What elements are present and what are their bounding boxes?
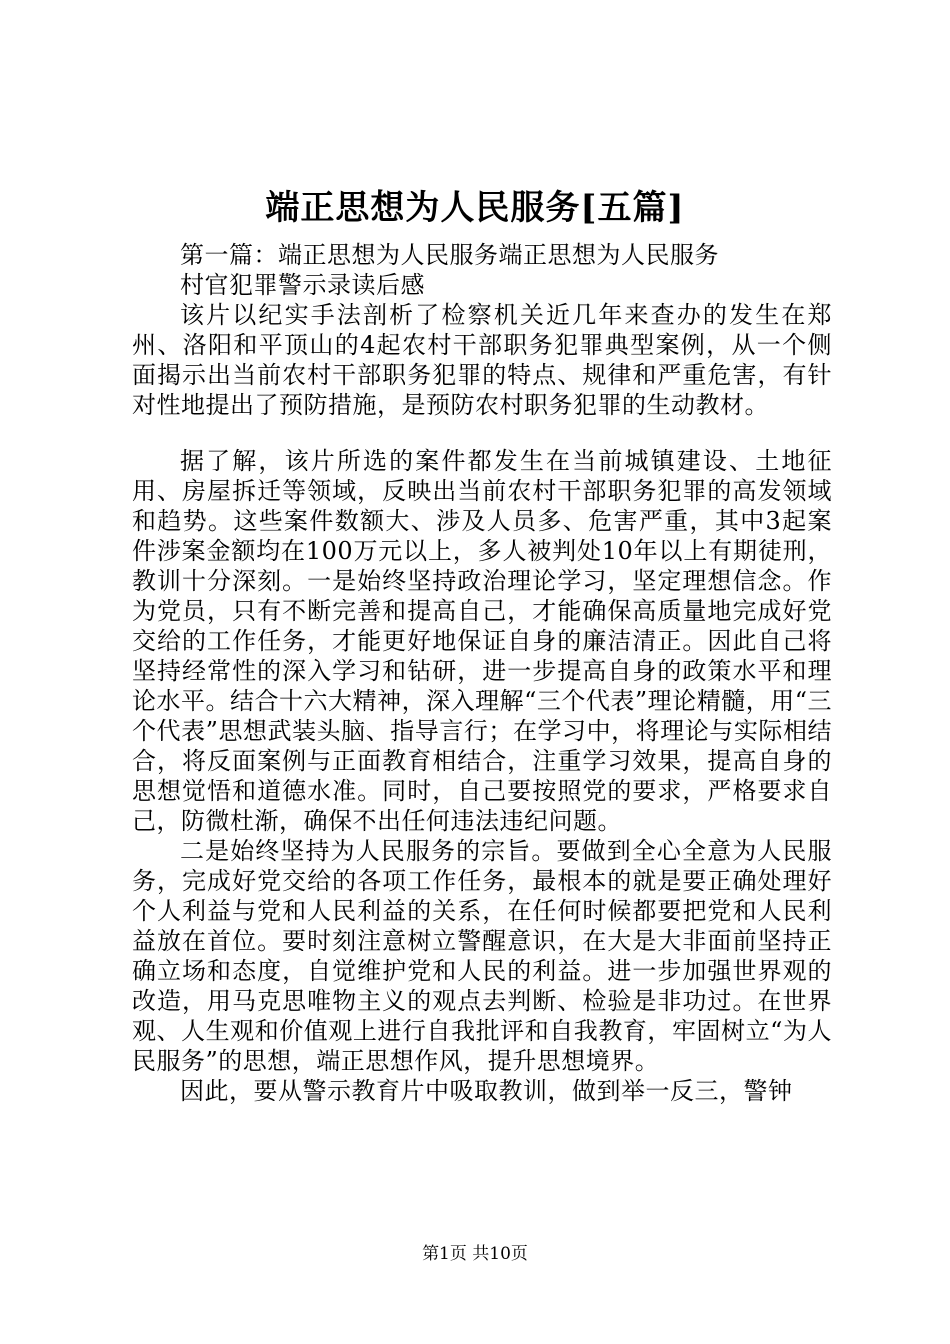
paragraph: 据了解，该片所选的案件都发生在当前城镇建设、土地征用、房屋拆迁等领域，反映出当前农村干部职务犯罪的高发领域和趋势。这些案件数额大、涉及人员多、危害严重，其中3起案件涉案金额均在100万元以上，多人被判处10年以上有期徒刑，教训十分深刻。一是始终坚持政治理论学习，坚定理想信念。作为党员，只有不断完善和提高自己，才能确保高质量地完成好党交给的工作任务，才能更好地保证自身的廉洁清正。因此自己将坚持经常性的深入学习和钻研，进一步提高自身的政策水平和理论水平。结合十六大精神，深入理解“三个代表”理论精髓，用“三个代表”思想武装头脑、指导言行；在学习中，将理论与实际相结合，将反面案例与正面教育相结合，注重学习效果，提高自身的思想觉悟和道德水准。同时，自己要按照党的要求，严格要求自己，防微杜渐，确保不出任何违法违纪问题。 xyxy=(132,447,832,835)
document-title: 端正思想为人民服务[五篇] xyxy=(265,188,685,228)
paragraph: 因此，要从警示教育片中吸取教训，做到举一反三，警钟 xyxy=(180,1077,793,1105)
sub-heading: 村官犯罪警示录读后感 xyxy=(180,271,425,299)
paragraph: 该片以纪实手法剖析了检察机关近几年来查办的发生在郑州、洛阳和平顶山的4起农村干部职务犯罪典型案例，从一个侧面揭示出当前农村干部职务犯罪的特点、规律和严重危害，有针对性地提出了预防措施，是预防农村职务犯罪的生动教材。 xyxy=(132,301,832,419)
section-heading: 第一篇：端正思想为人民服务端正思想为人民服务 xyxy=(180,241,719,269)
page-number-footer: 第1页 共10页 xyxy=(422,1244,528,1264)
paragraph: 二是始终坚持为人民服务的宗旨。要做到全心全意为人民服务，完成好党交给的各项工作任务，最根本的就是要正确处理好个人利益与党和人民利益的关系，在任何时候都要把党和人民利益放在首位。要时刻注意树立警醒意识，在大是大非面前坚持正确立场和态度，自觉维护党和人民的利益。进一步加强世界观的改造，用马克思唯物主义的观点去判断、检验是非功过。在世界观、人生观和价值观上进行自我批评和自我教育，牢固树立“为人民服务”的思想，端正思想作风，提升思想境界。 xyxy=(132,837,832,1075)
document-body xyxy=(132,240,832,1106)
